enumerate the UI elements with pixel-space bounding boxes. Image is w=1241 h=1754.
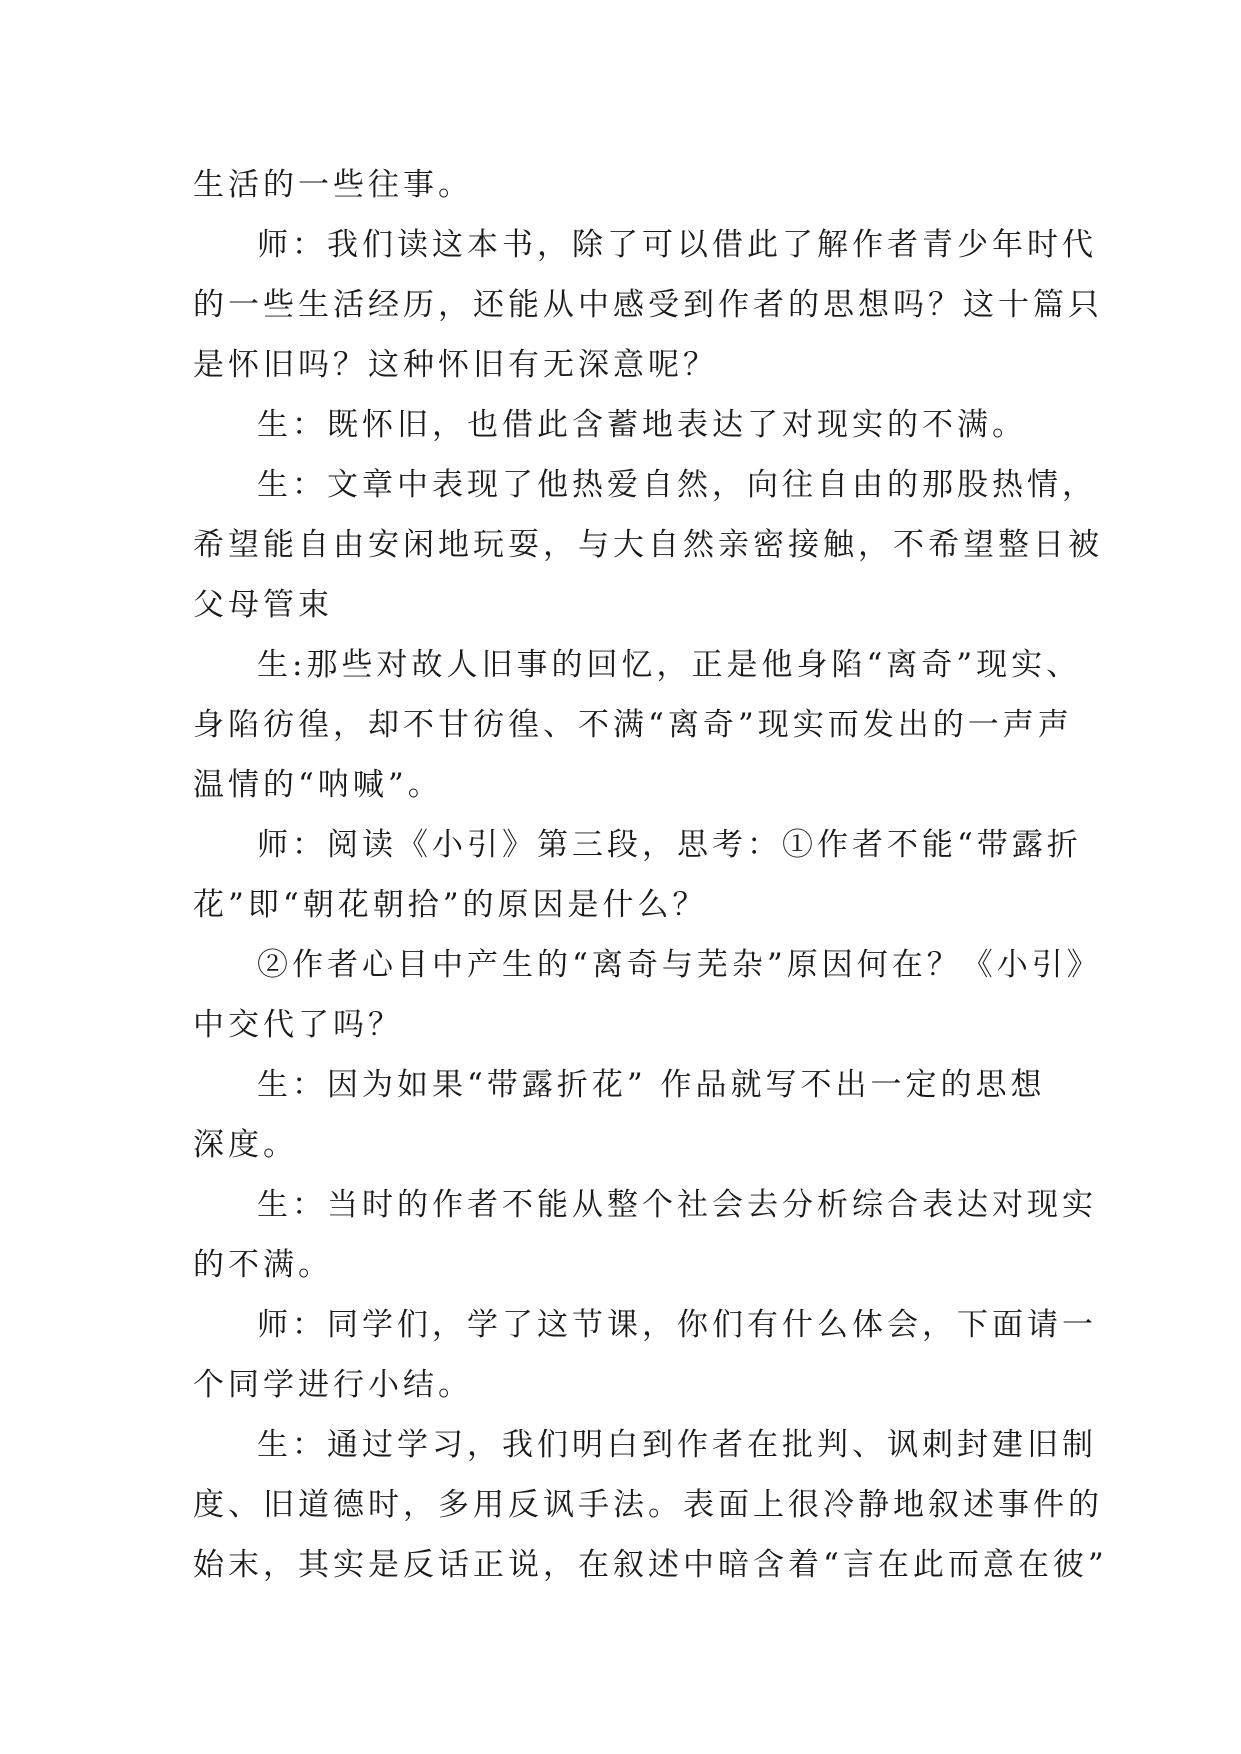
paragraph (193, 395, 1058, 455)
text-line: 温情的“呐喊”。 (193, 767, 443, 803)
paragraph (193, 1415, 1108, 1595)
text-line: 身陷彷徨，却不甘彷徨、不满“离奇”现实而发出的一声声 (193, 707, 1073, 743)
text-line: 生活的一些往事。 (193, 167, 473, 203)
text-line: 生：通过学习，我们明白到作者在批判、讽刺封建旧制 (257, 1427, 1097, 1463)
paragraph (193, 635, 1082, 815)
text-line: 花”即“朝花朝拾”的原因是什么？ (193, 887, 708, 923)
text-line: 生：文章中表现了他热爱自然，向往自由的那股热情， (257, 467, 1097, 503)
paragraph (193, 455, 1103, 635)
text-line: 父母管束 (193, 587, 333, 623)
text-line: 希望能自由安闲地玩耍，与大自然亲密接触，不希望整日被 (193, 527, 1103, 563)
text-line: 的一些生活经历，还能从中感受到作者的思想吗？这十篇只 (193, 287, 1103, 323)
text-line: 深度。 (193, 1127, 298, 1163)
paragraph (193, 815, 1082, 935)
paragraph (193, 1055, 1058, 1175)
text-line: 生:那些对故人旧事的回忆，正是他身陷“离奇”现实、 (257, 647, 1082, 683)
text-line: 始末，其实是反话正说，在叙述中暗含着“言在此而意在彼” (193, 1547, 1108, 1583)
text-line: 中交代了吗？ (193, 1007, 403, 1043)
paragraph (193, 215, 1103, 395)
text-line: 是怀旧吗？这种怀旧有无深意呢？ (193, 347, 718, 383)
text-line: 生：既怀旧，也借此含蓄地表达了对现实的不满。 (257, 407, 1027, 443)
text-line: 个同学进行小结。 (193, 1367, 473, 1403)
text-line: ②作者心目中产生的“离奇与芜杂”原因何在？《小引》 (257, 947, 1102, 983)
text-line: 师：同学们，学了这节课，你们有什么体会，下面请一 (257, 1307, 1097, 1343)
text-line: 生：当时的作者不能从整个社会去分析综合表达对现实 (257, 1187, 1097, 1223)
text-line: 师：我们读这本书，除了可以借此了解作者青少年时代 (257, 227, 1097, 263)
paragraph (193, 935, 1102, 1055)
paragraph (193, 1175, 1097, 1295)
document-body (193, 155, 1108, 1595)
text-line: 师：阅读《小引》第三段，思考：①作者不能“带露折 (257, 827, 1082, 863)
paragraph (193, 1295, 1097, 1415)
text-line: 生：因为如果“带露折花” 作品就写不出一定的思想 (257, 1067, 1046, 1103)
text-line: 度、旧道德时，多用反讽手法。表面上很冷静地叙述事件的 (193, 1487, 1103, 1523)
paragraph (193, 155, 1058, 215)
text-line: 的不满。 (193, 1247, 333, 1283)
